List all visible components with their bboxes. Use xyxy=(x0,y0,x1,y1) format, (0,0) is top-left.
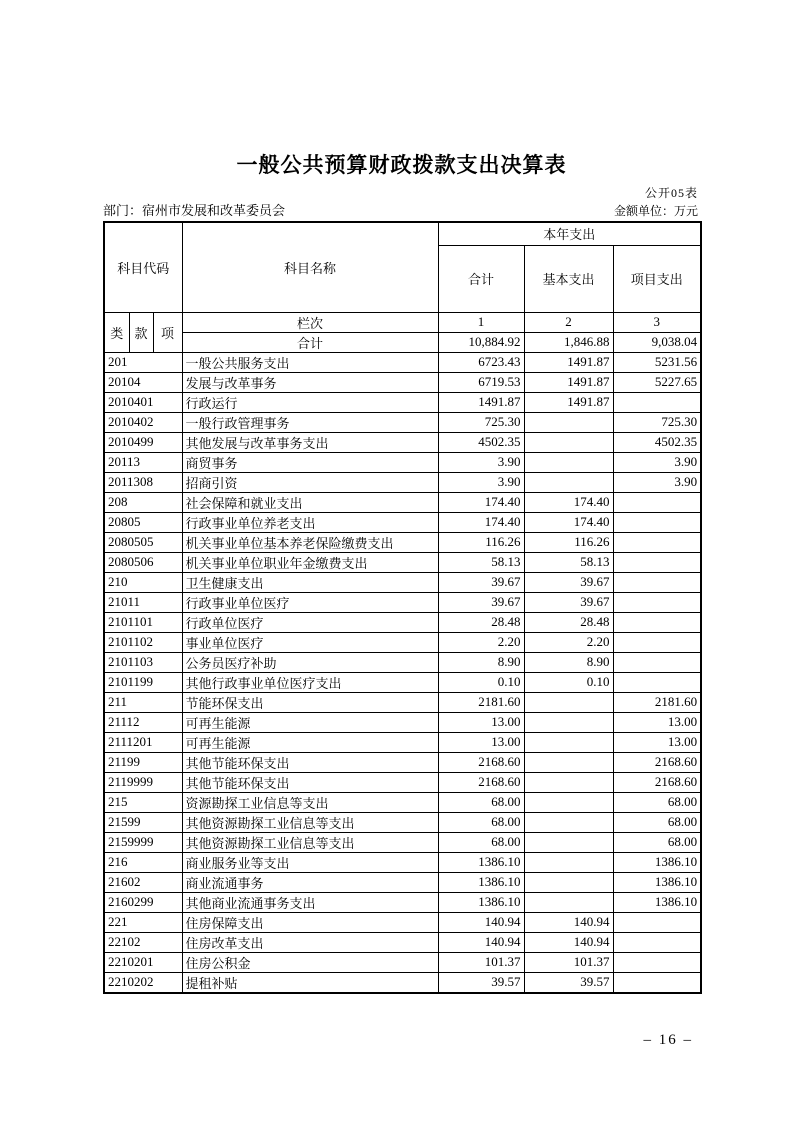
name-cell: 发展与改革事务 xyxy=(182,372,438,392)
amount-basic-cell: 1491.87 xyxy=(524,352,613,372)
name-cell: 机关事业单位基本养老保险缴费支出 xyxy=(182,532,438,552)
code-cell: 22102 xyxy=(104,932,182,952)
name-cell: 行政运行 xyxy=(182,392,438,412)
amount-unit-label: 金额单位：万元 xyxy=(613,204,698,218)
amount-total-cell: 8.90 xyxy=(438,652,524,672)
amount-project-cell xyxy=(613,552,701,572)
amount-project-cell: 13.00 xyxy=(613,712,701,732)
totals-row xyxy=(104,332,701,352)
table-row xyxy=(104,392,701,412)
amount-basic-cell: 58.13 xyxy=(524,552,613,572)
amount-total-cell: 140.94 xyxy=(438,932,524,952)
table-row xyxy=(104,812,701,832)
name-cell: 其他商业流通事务支出 xyxy=(182,892,438,912)
amount-basic-cell: 174.40 xyxy=(524,492,613,512)
totals-basic-cell: 1,846.88 xyxy=(524,332,613,352)
form-number-label: 公开05表 xyxy=(644,186,698,200)
amount-basic-cell xyxy=(524,732,613,752)
code-cell: 2210201 xyxy=(104,952,182,972)
amount-basic-cell xyxy=(524,772,613,792)
name-cell: 行政单位医疗 xyxy=(182,612,438,632)
amount-project-cell: 3.90 xyxy=(613,472,701,492)
amount-project-cell: 1386.10 xyxy=(613,872,701,892)
amount-project-cell xyxy=(613,592,701,612)
table-row xyxy=(104,452,701,472)
amount-project-cell xyxy=(613,952,701,972)
name-cell: 其他节能环保支出 xyxy=(182,752,438,772)
amount-total-cell: 58.13 xyxy=(438,552,524,572)
table-row xyxy=(104,772,701,792)
meta-row xyxy=(103,203,700,219)
table-row xyxy=(104,972,701,993)
code-cell: 221 xyxy=(104,912,182,932)
name-cell: 机关事业单位职业年金缴费支出 xyxy=(182,552,438,572)
code-cell: 2210202 xyxy=(104,972,182,993)
amount-basic-cell xyxy=(524,712,613,732)
table-row xyxy=(104,612,701,632)
amount-basic-cell: 1491.87 xyxy=(524,392,613,412)
table-body xyxy=(104,352,701,993)
amount-total-cell: 6719.53 xyxy=(438,372,524,392)
amount-basic-cell: 1491.87 xyxy=(524,372,613,392)
amount-project-cell xyxy=(613,932,701,952)
amount-total-cell: 39.67 xyxy=(438,572,524,592)
amount-project-cell: 2168.60 xyxy=(613,752,701,772)
name-cell: 行政事业单位养老支出 xyxy=(182,512,438,532)
code-cell: 21602 xyxy=(104,872,182,892)
code-cell: 2111201 xyxy=(104,732,182,752)
column-index-3: 3 xyxy=(613,312,701,332)
table-row xyxy=(104,532,701,552)
column-index-label: 栏次 xyxy=(182,312,438,332)
department-label: 部门：宿州市发展和改革委员会 xyxy=(103,203,286,218)
code-cell: 201 xyxy=(104,352,182,372)
amount-total-cell: 0.10 xyxy=(438,672,524,692)
name-cell: 行政事业单位医疗 xyxy=(182,592,438,612)
amount-project-cell: 68.00 xyxy=(613,792,701,812)
code-cell: 2010401 xyxy=(104,392,182,412)
table-row xyxy=(104,592,701,612)
name-cell: 住房改革支出 xyxy=(182,932,438,952)
amount-basic-cell: 174.40 xyxy=(524,512,613,532)
table-row xyxy=(104,512,701,532)
header-subject-code: 科目代码 xyxy=(104,222,182,312)
amount-project-cell xyxy=(613,532,701,552)
amount-basic-cell xyxy=(524,792,613,812)
header-row-1 xyxy=(104,222,701,245)
amount-project-cell: 68.00 xyxy=(613,832,701,852)
amount-basic-cell: 39.67 xyxy=(524,592,613,612)
table-row xyxy=(104,692,701,712)
amount-basic-cell xyxy=(524,692,613,712)
amount-basic-cell: 116.26 xyxy=(524,532,613,552)
code-cell: 2010402 xyxy=(104,412,182,432)
name-cell: 商业服务业等支出 xyxy=(182,852,438,872)
amount-project-cell xyxy=(613,912,701,932)
amount-project-cell: 1386.10 xyxy=(613,892,701,912)
header-basic-expenditure-col: 基本支出 xyxy=(524,245,613,312)
table-row xyxy=(104,372,701,392)
amount-basic-cell xyxy=(524,432,613,452)
amount-total-cell: 1386.10 xyxy=(438,872,524,892)
amount-project-cell: 2168.60 xyxy=(613,772,701,792)
totals-project-cell: 9,038.04 xyxy=(613,332,701,352)
code-cell: 21199 xyxy=(104,752,182,772)
name-cell: 节能环保支出 xyxy=(182,692,438,712)
amount-total-cell: 68.00 xyxy=(438,832,524,852)
amount-basic-cell: 140.94 xyxy=(524,932,613,952)
name-cell: 一般行政管理事务 xyxy=(182,412,438,432)
document-content xyxy=(103,152,700,994)
table-row xyxy=(104,652,701,672)
amount-basic-cell: 8.90 xyxy=(524,652,613,672)
page-number: – 16 – xyxy=(643,1032,693,1048)
name-cell: 社会保障和就业支出 xyxy=(182,492,438,512)
table-row xyxy=(104,932,701,952)
amount-project-cell xyxy=(613,572,701,592)
code-cell: 2101102 xyxy=(104,632,182,652)
name-cell: 提租补贴 xyxy=(182,972,438,993)
amount-total-cell: 1386.10 xyxy=(438,852,524,872)
name-cell: 可再生能源 xyxy=(182,712,438,732)
table-head-rows xyxy=(104,222,701,352)
table-row xyxy=(104,712,701,732)
amount-project-cell xyxy=(613,392,701,412)
amount-total-cell: 174.40 xyxy=(438,492,524,512)
amount-total-cell: 68.00 xyxy=(438,792,524,812)
table-row xyxy=(104,872,701,892)
name-cell: 招商引资 xyxy=(182,472,438,492)
amount-total-cell: 174.40 xyxy=(438,512,524,532)
amount-basic-cell xyxy=(524,412,613,432)
header-section-col: 款 xyxy=(129,312,153,352)
header-current-year-expenditure: 本年支出 xyxy=(438,222,701,245)
amount-basic-cell: 39.67 xyxy=(524,572,613,592)
name-cell: 商业流通事务 xyxy=(182,872,438,892)
name-cell: 公务员医疗补助 xyxy=(182,652,438,672)
amount-total-cell: 3.90 xyxy=(438,472,524,492)
name-cell: 商贸事务 xyxy=(182,452,438,472)
amount-total-cell: 28.48 xyxy=(438,612,524,632)
amount-basic-cell xyxy=(524,812,613,832)
amount-project-cell: 3.90 xyxy=(613,452,701,472)
amount-total-cell: 116.26 xyxy=(438,532,524,552)
amount-basic-cell: 2.20 xyxy=(524,632,613,652)
header-class-col: 类 xyxy=(104,312,129,352)
code-cell: 211 xyxy=(104,692,182,712)
header-row-column-index xyxy=(104,312,701,332)
totals-row-label: 合计 xyxy=(182,332,438,352)
table-row xyxy=(104,852,701,872)
name-cell: 事业单位医疗 xyxy=(182,632,438,652)
code-cell: 2101101 xyxy=(104,612,182,632)
code-cell: 215 xyxy=(104,792,182,812)
amount-project-cell xyxy=(613,612,701,632)
amount-basic-cell: 140.94 xyxy=(524,912,613,932)
code-cell: 2080506 xyxy=(104,552,182,572)
budget-table xyxy=(103,221,702,994)
amount-basic-cell xyxy=(524,752,613,772)
code-cell: 2010499 xyxy=(104,432,182,452)
amount-project-cell: 5231.56 xyxy=(613,352,701,372)
amount-total-cell: 3.90 xyxy=(438,452,524,472)
table-row xyxy=(104,432,701,452)
code-cell: 2101103 xyxy=(104,652,182,672)
amount-total-cell: 2168.60 xyxy=(438,752,524,772)
table-row xyxy=(104,552,701,572)
amount-project-cell xyxy=(613,972,701,993)
amount-total-cell: 68.00 xyxy=(438,812,524,832)
name-cell: 其他资源勘探工业信息等支出 xyxy=(182,812,438,832)
code-cell: 21112 xyxy=(104,712,182,732)
name-cell: 其他发展与改革事务支出 xyxy=(182,432,438,452)
table-row xyxy=(104,492,701,512)
name-cell: 一般公共服务支出 xyxy=(182,352,438,372)
header-project-expenditure-col: 项目支出 xyxy=(613,245,701,312)
amount-project-cell xyxy=(613,632,701,652)
table-row xyxy=(104,352,701,372)
name-cell: 卫生健康支出 xyxy=(182,572,438,592)
amount-project-cell: 4502.35 xyxy=(613,432,701,452)
header-subject-name: 科目名称 xyxy=(182,222,438,312)
header-total-col: 合计 xyxy=(438,245,524,312)
page-title: 一般公共预算财政拨款支出决算表 xyxy=(236,153,567,177)
amount-basic-cell: 0.10 xyxy=(524,672,613,692)
code-cell: 2160299 xyxy=(104,892,182,912)
amount-total-cell: 6723.43 xyxy=(438,352,524,372)
table-row xyxy=(104,632,701,652)
code-cell: 2119999 xyxy=(104,772,182,792)
table-row xyxy=(104,752,701,772)
amount-total-cell: 2181.60 xyxy=(438,692,524,712)
code-cell: 210 xyxy=(104,572,182,592)
amount-basic-cell xyxy=(524,872,613,892)
amount-total-cell: 13.00 xyxy=(438,712,524,732)
table-row xyxy=(104,892,701,912)
amount-project-cell: 1386.10 xyxy=(613,852,701,872)
amount-project-cell: 5227.65 xyxy=(613,372,701,392)
amount-total-cell: 2.20 xyxy=(438,632,524,652)
amount-project-cell xyxy=(613,652,701,672)
amount-project-cell: 725.30 xyxy=(613,412,701,432)
table-row xyxy=(104,412,701,432)
code-cell: 20104 xyxy=(104,372,182,392)
amount-total-cell: 140.94 xyxy=(438,912,524,932)
amount-basic-cell xyxy=(524,892,613,912)
column-index-1: 1 xyxy=(438,312,524,332)
amount-project-cell: 13.00 xyxy=(613,732,701,752)
amount-project-cell xyxy=(613,672,701,692)
amount-basic-cell xyxy=(524,852,613,872)
name-cell: 可再生能源 xyxy=(182,732,438,752)
amount-basic-cell xyxy=(524,452,613,472)
name-cell: 其他行政事业单位医疗支出 xyxy=(182,672,438,692)
code-cell: 216 xyxy=(104,852,182,872)
code-cell: 21011 xyxy=(104,592,182,612)
amount-basic-cell: 101.37 xyxy=(524,952,613,972)
table-row xyxy=(104,792,701,812)
name-cell: 资源勘探工业信息等支出 xyxy=(182,792,438,812)
code-cell: 2080505 xyxy=(104,532,182,552)
amount-project-cell xyxy=(613,512,701,532)
amount-basic-cell: 39.57 xyxy=(524,972,613,993)
table-row xyxy=(104,572,701,592)
table-row xyxy=(104,672,701,692)
amount-total-cell: 725.30 xyxy=(438,412,524,432)
code-cell: 2011308 xyxy=(104,472,182,492)
amount-total-cell: 13.00 xyxy=(438,732,524,752)
amount-total-cell: 39.67 xyxy=(438,592,524,612)
amount-basic-cell: 28.48 xyxy=(524,612,613,632)
totals-total-cell: 10,884.92 xyxy=(438,332,524,352)
table-row xyxy=(104,912,701,932)
amount-basic-cell xyxy=(524,472,613,492)
code-cell: 2159999 xyxy=(104,832,182,852)
amount-total-cell: 1386.10 xyxy=(438,892,524,912)
amount-total-cell: 39.57 xyxy=(438,972,524,993)
amount-total-cell: 2168.60 xyxy=(438,772,524,792)
code-cell: 20113 xyxy=(104,452,182,472)
amount-total-cell: 101.37 xyxy=(438,952,524,972)
amount-project-cell: 2181.60 xyxy=(613,692,701,712)
amount-total-cell: 4502.35 xyxy=(438,432,524,452)
code-cell: 2101199 xyxy=(104,672,182,692)
table-row xyxy=(104,472,701,492)
code-cell: 208 xyxy=(104,492,182,512)
code-cell: 20805 xyxy=(104,512,182,532)
amount-project-cell xyxy=(613,492,701,512)
name-cell: 其他资源勘探工业信息等支出 xyxy=(182,832,438,852)
name-cell: 住房保障支出 xyxy=(182,912,438,932)
amount-basic-cell xyxy=(524,832,613,852)
name-cell: 其他节能环保支出 xyxy=(182,772,438,792)
name-cell: 住房公积金 xyxy=(182,952,438,972)
table-row xyxy=(104,952,701,972)
header-item-col: 项 xyxy=(153,312,182,352)
table-row xyxy=(104,832,701,852)
column-index-2: 2 xyxy=(524,312,613,332)
table-row xyxy=(104,732,701,752)
code-cell: 21599 xyxy=(104,812,182,832)
amount-total-cell: 1491.87 xyxy=(438,392,524,412)
amount-project-cell: 68.00 xyxy=(613,812,701,832)
